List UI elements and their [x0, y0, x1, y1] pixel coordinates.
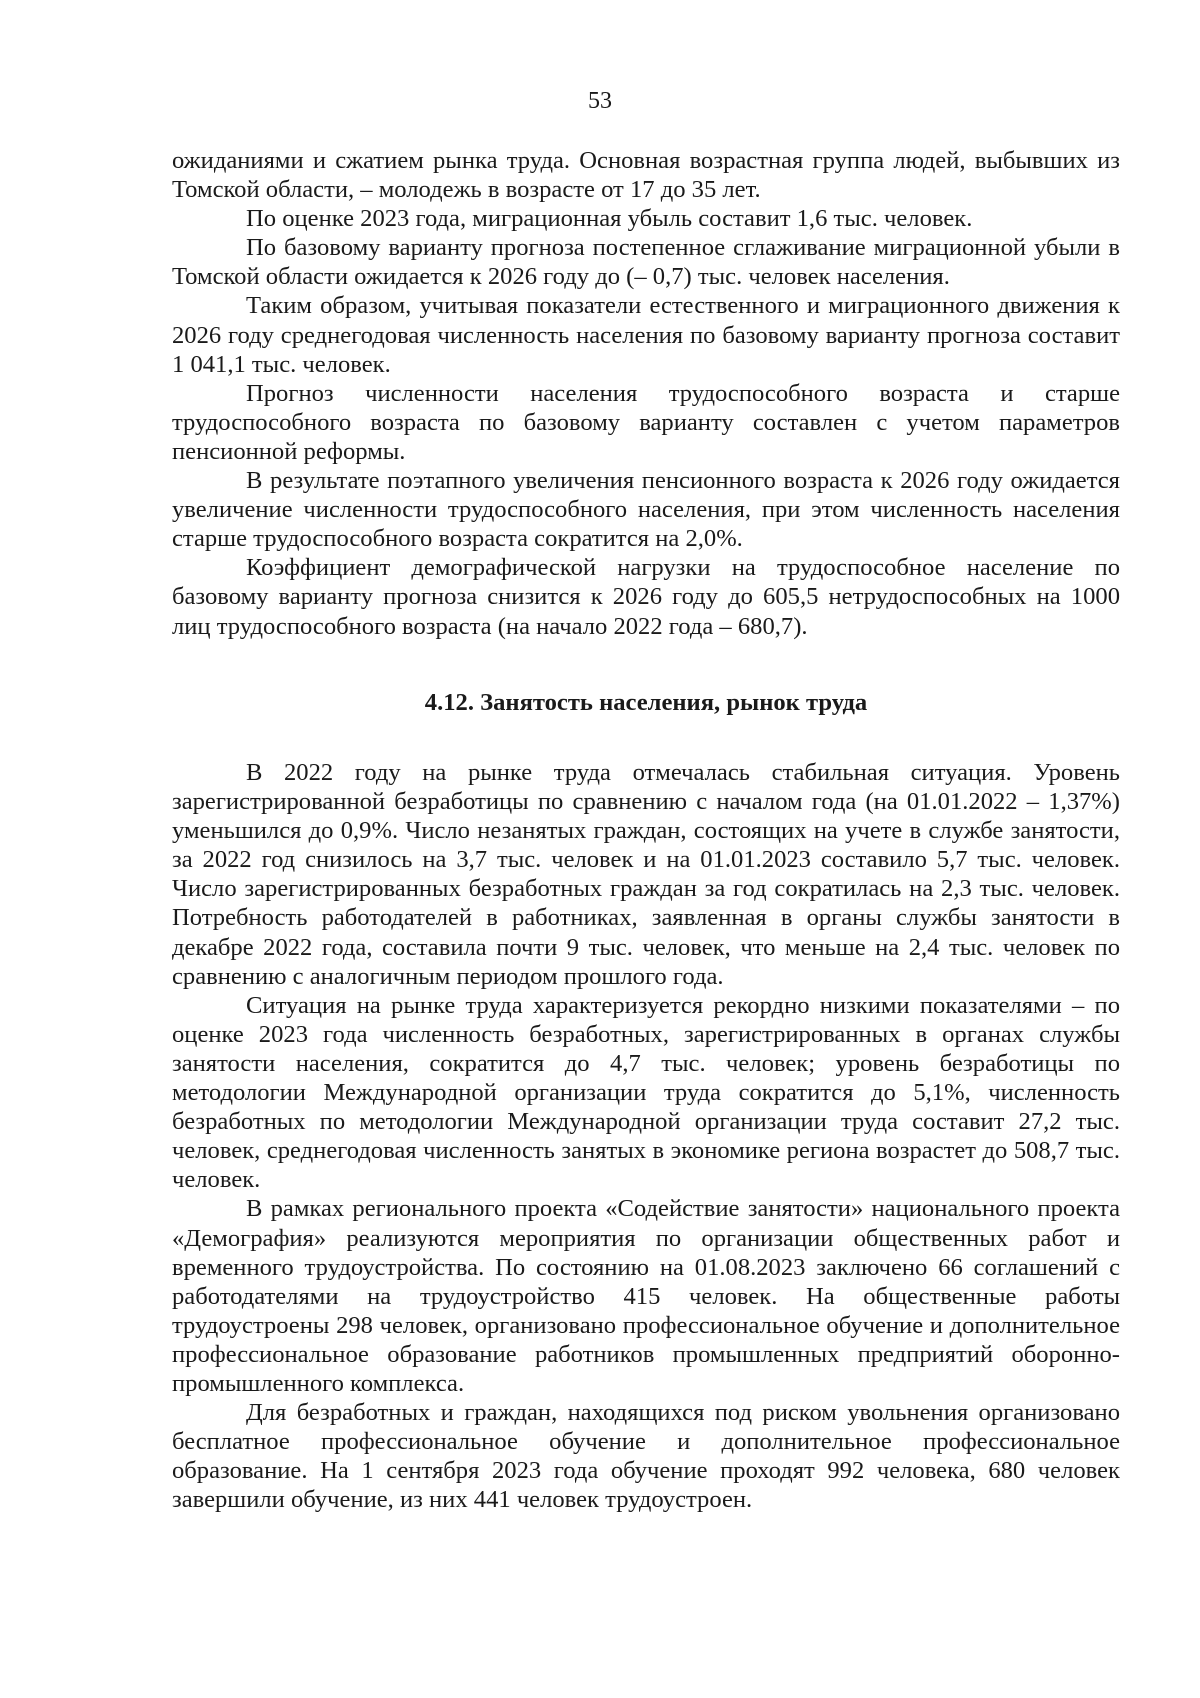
- paragraph-continuation: ожиданиями и сжатием рынка труда. Основная возрастная группа людей, выбывших из Томской области, – молодежь в возрасте от 17 до 35 лет.: [172, 147, 1120, 204]
- paragraph-pension-age: В результате поэтапного увеличения пенсионного возраста к 2026 году ожидается увеличение численности трудоспособного населения, при этом численность населения старше трудоспособного возраста сократится на 2,0%.: [172, 467, 1120, 553]
- paragraph-training: Для безработных и граждан, находящихся под риском увольнения организовано бесплатное профессиональное обучение и дополнительное профессиональное образование. На 1 сентября 2023 года обучение проходят 992 человека, 680 человек завершили обучение, из них 441 человек трудоустроен.: [172, 1399, 1120, 1514]
- paragraph-migration-estimate: По оценке 2023 года, миграционная убыль составит 1,6 тыс. человек.: [246, 205, 973, 233]
- employment-text-block: [172, 758, 1120, 1514]
- paragraph-migration-forecast: По базовому варианту прогноза постепенное сглаживание миграционной убыли в Томской области ожидается к 2026 году до (– 0,7) тыс. человек населения.: [172, 234, 1120, 291]
- page-number: 53: [588, 88, 612, 114]
- paragraph-employment-project: В рамках регионального проекта «Содействие занятости» национального проекта «Демография» реализуются мероприятия по организации общественных работ и временного трудоустройства. По состоянию на 01.08.2023 заключено 66 соглашений с работодателями на трудоустройство 415 человек. На общественные работы трудоустроены 298 человек, организовано профессиональное обучение и дополнительное профессиональное образование работников промышленных предприятий оборонно-промышленного комплекса.: [172, 1195, 1120, 1397]
- demography-text-block: [172, 146, 1120, 641]
- paragraph-dependency-ratio: Коэффициент демографической нагрузки на трудоспособное население по базовому варианту прогноза снизится к 2026 году до 605,5 нетрудоспособных на 1000 лиц трудоспособного возраста (на начало 2022 года – 680,7).: [172, 554, 1120, 640]
- paragraph-labor-market-2022: В 2022 году на рынке труда отмечалась стабильная ситуация. Уровень зарегистрированной безработицы по сравнению с началом года (на 01.01.2022 – 1,37%) уменьшился до 0,9%. Число незанятых граждан, состоящих на учете в службе занятости, за 2022 год снизилось на 3,7 тыс. человек и на 01.01.2023 составило 5,7 тыс. человек. Число зарегистрированных безработных граждан за год сократилась на 2,3 тыс. человек. Потребность работодателей в работниках, заявленная в органы службы занятости в декабре 2022 года, составила почти 9 тыс. человек, что меньше на 2,4 тыс. человек по сравнению с аналогичным периодом прошлого года.: [172, 759, 1120, 990]
- paragraph-labor-market-2023: Ситуация на рынке труда характеризуется рекордно низкими показателями – по оценке 2023 года численность безработных, зарегистрированных в органах службы занятости населения, сократится до 4,7 тыс. человек; уровень безработицы по методологии Международной организации труда сократится до 5,1%, численность безработных по методологии Международной организации труда составит 27,2 тыс. человек, среднегодовая численность занятых в экономике региона возрастет до 508,7 тыс. человек.: [172, 991, 1120, 1194]
- paragraph-population-forecast: Таким образом, учитывая показатели естественного и миграционного движения к 2026 году среднегодовая численность населения по базовому варианту прогноза составит 1 041,1 тыс. человек.: [172, 292, 1120, 378]
- paragraph-working-age-forecast: Прогноз численности населения трудоспособного возраста и старше трудоспособного возраста по базовому варианту составлен с учетом параметров пенсионной реформы.: [172, 379, 1120, 465]
- section-heading: 4.12. Занятость населения, рынок труда: [424, 689, 868, 716]
